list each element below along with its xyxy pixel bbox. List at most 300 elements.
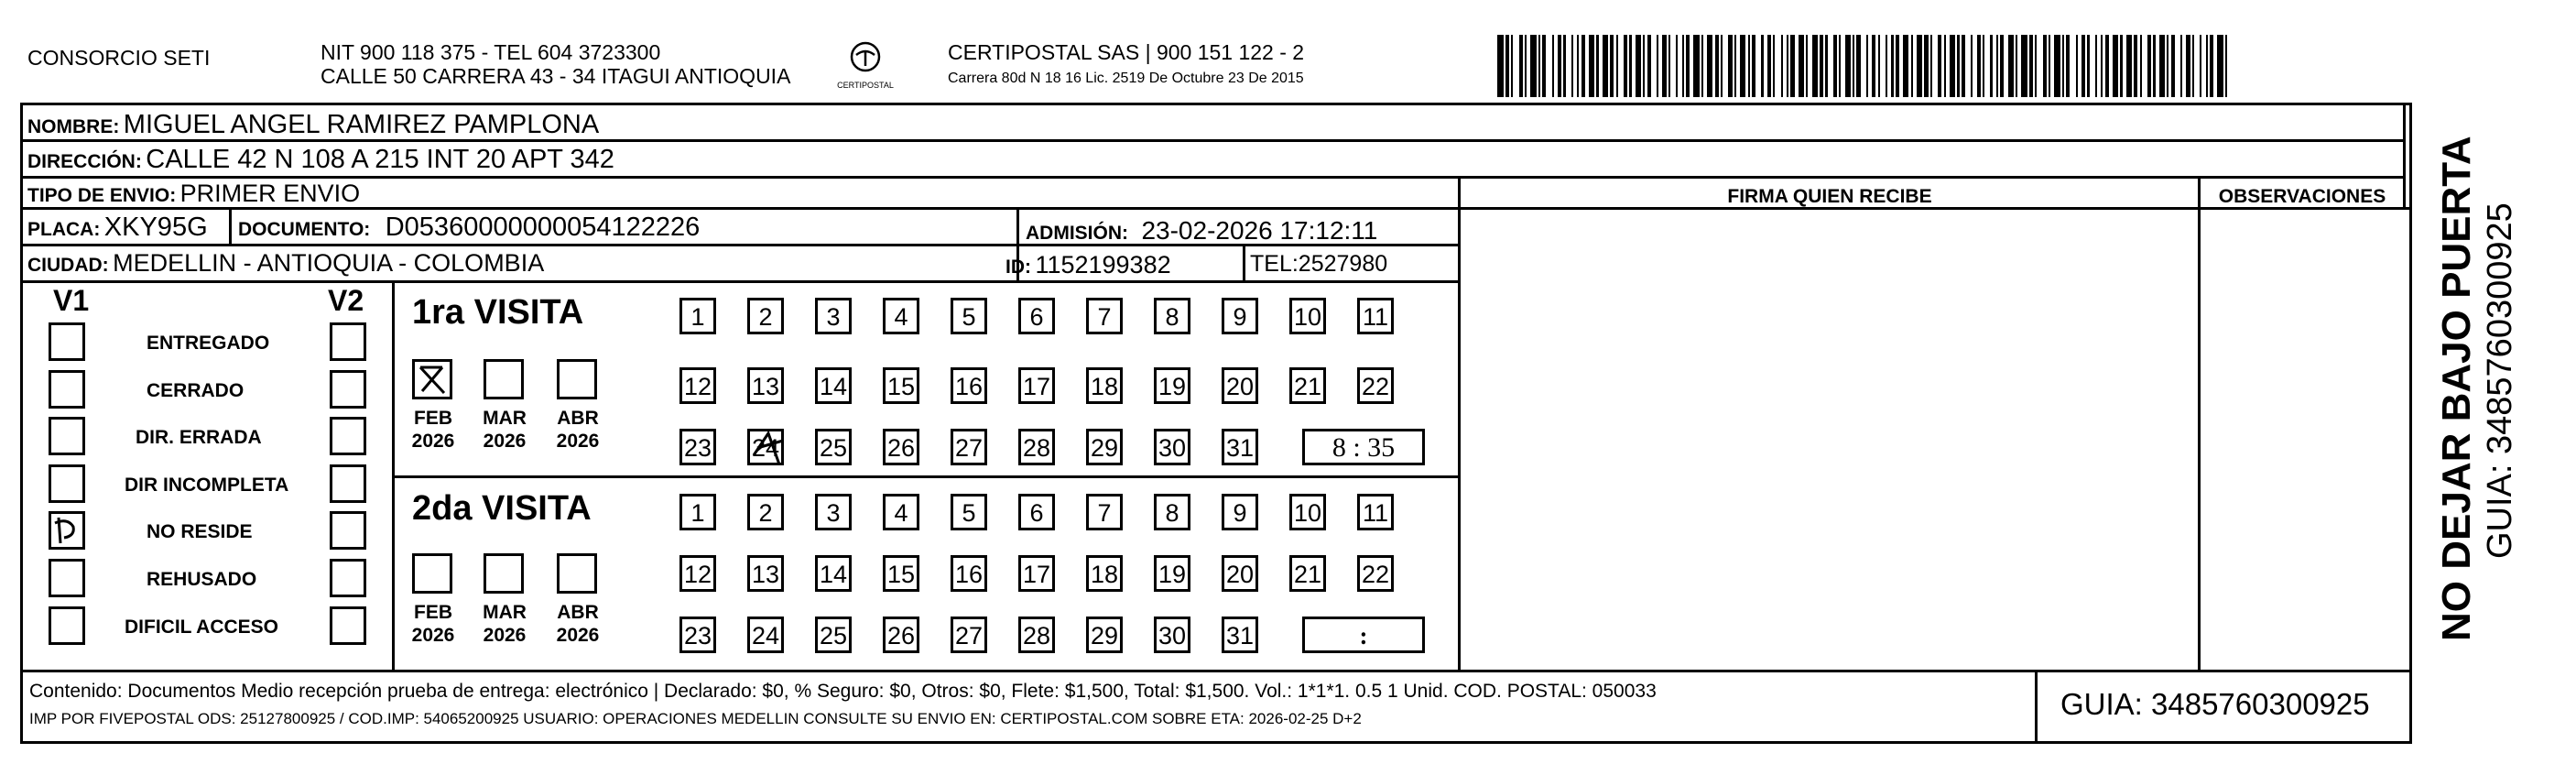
month-label: ABR [557, 408, 599, 429]
v2-checkbox[interactable] [330, 559, 366, 597]
day-number: 8 [1165, 303, 1179, 331]
day-number: 28 [1022, 622, 1051, 649]
tipo-label: TIPO DE ENVIO: [27, 185, 177, 206]
v2-checkbox[interactable] [330, 464, 366, 503]
barcode-bar [1891, 35, 1894, 97]
divider [2198, 176, 2201, 671]
barcode-bar [1806, 35, 1808, 97]
v1-checkbox[interactable] [49, 559, 85, 597]
divider [20, 176, 2403, 179]
placa-value: XKY95G [103, 213, 208, 242]
second-visit-day[interactable] [951, 555, 987, 592]
barcode-bar [1497, 35, 1504, 97]
day-number: 22 [1361, 373, 1390, 400]
barcode-bar [2217, 35, 2223, 97]
second-visit-month-checkbox[interactable] [557, 553, 597, 594]
side-guia: GUIA: 3485760300925 [2481, 202, 2519, 559]
observaciones-header: OBSERVACIONES [2218, 186, 2386, 207]
ciudad-label: CIUDAD: [27, 255, 109, 276]
barcode-bar [1839, 35, 1841, 97]
second-visit-day[interactable] [1222, 494, 1258, 530]
license-line: Carrera 80d N 18 16 Lic. 2519 De Octubre 23 De 2015 [948, 71, 1304, 86]
second-visit-day[interactable] [815, 555, 852, 592]
first-visit-day[interactable] [1357, 367, 1394, 404]
day-number: 11 [1362, 303, 1389, 331]
barcode-bar [1767, 35, 1771, 97]
second-visit-day[interactable] [1357, 494, 1394, 530]
barcode-bar [1647, 35, 1651, 97]
barcode-bar [1668, 35, 1670, 97]
barcode-bar [1693, 35, 1700, 97]
year-label: 2026 [556, 431, 600, 452]
barcode-bar [1571, 35, 1573, 97]
barcode-bar [1721, 35, 1723, 97]
company-nit: NIT 900 118 375 - TEL 604 3723300 [321, 40, 661, 64]
divider [2035, 670, 2038, 744]
signature-area[interactable] [1462, 280, 2198, 670]
barcode-bar [1957, 35, 1960, 97]
day-check-mark [748, 428, 788, 476]
day-number: 4 [894, 499, 908, 527]
second-visit-day[interactable] [747, 617, 784, 653]
barcode-bar [1790, 35, 1795, 97]
month-label: ABR [557, 602, 599, 623]
barcode-bar [2029, 35, 2033, 97]
day-number: 21 [1293, 561, 1322, 588]
v1-checkbox[interactable] [49, 464, 85, 503]
barcode-bar [1799, 35, 1804, 97]
first-visit-day[interactable] [951, 429, 987, 465]
divider [20, 670, 2412, 672]
day-number: 23 [683, 434, 712, 462]
day-number: 25 [819, 622, 848, 649]
day-number: 14 [819, 561, 848, 588]
second-visit-time[interactable]: : [1302, 617, 1425, 653]
barcode-bar [1525, 35, 1527, 97]
ciudad-value: MEDELLIN - ANTIOQUIA - COLOMBIA [113, 249, 545, 277]
divider [229, 207, 232, 244]
day-number: 12 [683, 561, 712, 588]
first-visit-day[interactable] [1018, 298, 1055, 334]
barcode-bar [1903, 35, 1908, 97]
divider [20, 139, 2403, 142]
barcode-bar [2210, 35, 2213, 97]
day-number: 26 [886, 622, 916, 649]
barcode-bar [1748, 35, 1750, 97]
barcode-bar [2095, 35, 2097, 97]
footer-content: Contenido: Documentos Medio recepción prueba de entrega: electrónico | Declarado: $0, % Seguro: $0, Otros: $0, Flete: $1,500, Total: $1,500. Vol.: 1*1*1. 0.5 1 Unid. COD. POSTAL: 050033 [29, 681, 1657, 702]
barcode-bar [1977, 35, 1981, 97]
second-visit-day[interactable] [1357, 555, 1394, 592]
second-visit-day[interactable] [815, 617, 852, 653]
day-number: 7 [1097, 499, 1112, 527]
status-label: DIFICIL ACCESO [125, 617, 279, 638]
day-number: 9 [1233, 499, 1247, 527]
first-visit-title: 1ra VISITA [412, 293, 584, 332]
certipostal-logo [829, 37, 902, 93]
day-number: 30 [1158, 434, 1187, 462]
barcode-bar [1825, 35, 1828, 97]
barcode-bar [1686, 35, 1690, 97]
barcode-bar [1911, 35, 1913, 97]
footer-guia: GUIA: 3485760300925 [2060, 687, 2370, 721]
first-visit-day[interactable] [1222, 298, 1258, 334]
barcode-bar [2180, 35, 2182, 97]
barcode-bar [1938, 35, 1941, 97]
second-visit-day[interactable] [1018, 494, 1055, 530]
first-visit-day[interactable] [815, 367, 852, 404]
ciudad-row [27, 251, 544, 276]
barcode-bar [1662, 35, 1667, 97]
month-label: MAR [483, 602, 527, 623]
barcode-bar [1636, 35, 1641, 97]
status-label: REHUSADO [147, 569, 257, 590]
barcode-bar [1833, 35, 1837, 97]
barcode-bar [1629, 35, 1632, 97]
day-number: 19 [1158, 561, 1187, 588]
tipo-value: PRIMER ENVIO [179, 180, 361, 207]
barcode-bar [1542, 35, 1546, 97]
barcode-bar [1773, 35, 1775, 97]
barcode-bar [2126, 35, 2132, 97]
barcode-bar [1715, 35, 1719, 97]
barcode-bar [1853, 35, 1854, 97]
day-number: 24 [751, 434, 780, 462]
second-visit-day[interactable] [747, 555, 784, 592]
barcode-bar [2140, 35, 2142, 97]
barcode-bar [1944, 35, 1946, 97]
day-number: 12 [683, 373, 712, 400]
first-visit-month-checkbox[interactable] [484, 359, 524, 399]
barcode-bar [1676, 35, 1678, 97]
first-visit-month-checkbox[interactable] [557, 359, 597, 399]
second-visit-day[interactable] [679, 617, 716, 653]
nombre-row [27, 112, 599, 138]
second-visit-day[interactable] [1086, 494, 1123, 530]
second-visit-day[interactable] [679, 555, 716, 592]
observations-area[interactable] [2201, 211, 2403, 669]
barcode-bar [1657, 35, 1658, 97]
tipo-row [27, 181, 360, 206]
second-visit-day[interactable] [1289, 494, 1326, 530]
day-number: 5 [962, 303, 976, 331]
barcode-bar [1589, 35, 1594, 97]
placa-row [27, 214, 208, 241]
first-visit-day[interactable] [679, 429, 716, 465]
company-name: CONSORCIO SETI [27, 46, 211, 70]
barcode-bar [2147, 35, 2151, 97]
barcode-bar [2153, 35, 2156, 97]
nombre-label: NOMBRE: [27, 116, 120, 137]
v2-checkbox[interactable] [330, 511, 366, 550]
first-visit-day[interactable] [1154, 367, 1190, 404]
first-visit-day[interactable] [1289, 298, 1326, 334]
barcode-bar [1781, 35, 1783, 97]
barcode-bar [1643, 35, 1645, 97]
first-visit-day[interactable] [951, 298, 987, 334]
day-number: 3 [826, 499, 841, 527]
barcode-bar [2101, 35, 2103, 97]
barcode [1497, 35, 2230, 97]
barcode-bar [1917, 35, 1922, 97]
day-number: 16 [954, 561, 984, 588]
day-number: 24 [751, 622, 780, 649]
barcode-bar [1707, 35, 1712, 97]
barcode-bar [1787, 35, 1788, 97]
v1-checkbox[interactable] [49, 322, 85, 361]
barcode-bar [1812, 35, 1818, 97]
barcode-bar [1752, 35, 1755, 97]
placa-label: PLACA: [27, 219, 101, 240]
first-visit-day[interactable] [1018, 429, 1055, 465]
barcode-bar [2113, 35, 2118, 97]
divider [392, 475, 1458, 478]
barcode-bar [1616, 35, 1618, 97]
day-number: 1 [690, 303, 705, 331]
barcode-bar [1563, 35, 1566, 97]
barcode-bar [1552, 35, 1554, 97]
day-number: 31 [1225, 622, 1255, 649]
second-visit-day[interactable] [883, 494, 919, 530]
second-visit-day[interactable] [1222, 617, 1258, 653]
id-row [1005, 253, 1171, 278]
second-visit-day[interactable] [1154, 617, 1190, 653]
month-label: MAR [483, 408, 527, 429]
barcode-bar [1610, 35, 1614, 97]
documento-label: DOCUMENTO: [238, 219, 371, 240]
first-visit-day[interactable] [1154, 298, 1190, 334]
barcode-bar [1924, 35, 1929, 97]
v1-checkbox[interactable] [49, 417, 85, 455]
second-visit-day[interactable] [1018, 555, 1055, 592]
barcode-bar [1596, 35, 1599, 97]
documento-value: D05360000000054122226 [385, 213, 701, 242]
barcode-bar [2043, 35, 2047, 97]
divider [1458, 176, 1461, 671]
year-label: 2026 [411, 625, 455, 646]
barcode-bar [1866, 35, 1868, 97]
second-visit-day[interactable] [1154, 555, 1190, 592]
day-number: 17 [1022, 373, 1051, 400]
status-label: ENTREGADO [147, 333, 270, 354]
barcode-bar [1971, 35, 1973, 97]
barcode-bar [1538, 35, 1540, 97]
first-visit-day[interactable] [883, 367, 919, 404]
divider [2403, 103, 2406, 207]
day-number: 8 [1165, 499, 1179, 527]
v2-header: V2 [328, 284, 364, 317]
first-visit-day[interactable] [1086, 367, 1123, 404]
barcode-bar [1511, 35, 1513, 97]
barcode-bar [1990, 35, 1993, 97]
barcode-bar [2167, 35, 2168, 97]
month-label: FEB [414, 602, 452, 623]
carrier-line: CERTIPOSTAL SAS | 900 151 122 - 2 [948, 40, 1305, 64]
day-number: 4 [894, 303, 908, 331]
admision-row [1026, 218, 1377, 244]
barcode-bar [1820, 35, 1823, 97]
direccion-value: CALLE 42 N 108 A 215 INT 20 APT 342 [146, 145, 614, 174]
nombre-value: MIGUEL ANGEL RAMIREZ PAMPLONA [123, 110, 600, 139]
logo-caption: CERTIPOSTAL [837, 81, 894, 90]
footer-print-info: IMP POR FIVEPOSTAL ODS: 25127800925 / COD.IMP: 54065200925 USUARIO: OPERACIONES MEDELLIN CONSULTE SU ENVIO EN: CERTIPOSTAL.COM SOBRE ETA: 2026-02-25 D+2 [29, 710, 1362, 727]
v2-checkbox[interactable] [330, 322, 366, 361]
barcode-bar [2021, 35, 2027, 97]
v2-checkbox[interactable] [330, 606, 366, 645]
first-visit-day[interactable] [1086, 429, 1123, 465]
second-visit-day[interactable] [883, 617, 919, 653]
second-visit-day[interactable] [1086, 617, 1123, 653]
barcode-bar [2062, 35, 2064, 97]
barcode-bar [2159, 35, 2165, 97]
first-visit-day[interactable] [747, 429, 784, 465]
barcode-bar [1682, 35, 1684, 97]
barcode-bar [1505, 35, 1509, 97]
first-visit-day[interactable] [1154, 429, 1190, 465]
barcode-bar [2087, 35, 2090, 97]
second-visit-day[interactable] [1222, 555, 1258, 592]
admision-label: ADMISIÓN: [1026, 223, 1128, 244]
day-number: 13 [751, 561, 780, 588]
barcode-bar [2076, 35, 2078, 97]
barcode-bar [2206, 35, 2208, 97]
first-visit-day[interactable] [1289, 367, 1326, 404]
day-number: 6 [1029, 499, 1044, 527]
status-label: NO RESIDE [147, 521, 253, 542]
day-number: 20 [1225, 561, 1255, 588]
day-number: 30 [1158, 622, 1187, 649]
first-visit-month-checkbox[interactable] [412, 359, 452, 399]
barcode-bar [1896, 35, 1899, 97]
barcode-bar [2008, 35, 2014, 97]
barcode-bar [1581, 35, 1585, 97]
first-visit-time[interactable]: 8 : 35 [1302, 429, 1425, 465]
day-number: 10 [1293, 499, 1322, 527]
second-visit-title: 2da VISITA [412, 489, 592, 528]
first-visit-day[interactable] [883, 429, 919, 465]
second-visit-day[interactable] [1086, 555, 1123, 592]
second-visit-day[interactable] [1018, 617, 1055, 653]
second-visit-day[interactable] [883, 555, 919, 592]
barcode-bar [1530, 35, 1537, 97]
v2-checkbox[interactable] [330, 417, 366, 455]
second-visit-month-checkbox[interactable] [484, 553, 524, 594]
barcode-bar [1734, 35, 1736, 97]
id-label: ID: [1005, 256, 1031, 278]
side-warning: NO DEJAR BAJO PUERTA [2434, 136, 2479, 641]
day-number: 14 [819, 373, 848, 400]
second-visit-day[interactable] [747, 494, 784, 530]
day-number: 9 [1233, 303, 1247, 331]
barcode-bar [1701, 35, 1703, 97]
v1-checkbox[interactable] [49, 511, 85, 550]
barcode-bar [1996, 35, 1998, 97]
barcode-bar [2000, 35, 2004, 97]
day-number: 27 [954, 622, 984, 649]
day-number: 13 [751, 373, 780, 400]
barcode-bar [1624, 35, 1627, 97]
second-visit-day[interactable] [815, 494, 852, 530]
v1-checkbox[interactable] [49, 370, 85, 409]
v1-header: V1 [53, 284, 90, 317]
first-visit-day[interactable] [883, 298, 919, 334]
day-number: 21 [1293, 373, 1322, 400]
day-number: 1 [690, 499, 705, 527]
first-visit-day[interactable] [815, 429, 852, 465]
day-number: 25 [819, 434, 848, 462]
first-visit-day[interactable] [1018, 367, 1055, 404]
first-visit-day[interactable] [815, 298, 852, 334]
first-visit-day[interactable] [747, 367, 784, 404]
barcode-bar [2192, 35, 2194, 97]
first-visit-day[interactable] [679, 298, 716, 334]
day-number: 15 [886, 561, 916, 588]
day-number: 15 [886, 373, 916, 400]
day-number: 23 [683, 622, 712, 649]
first-visit-day[interactable] [1222, 429, 1258, 465]
barcode-bar [2016, 35, 2017, 97]
first-visit-day[interactable] [747, 298, 784, 334]
status-label: DIR. ERRADA [136, 427, 262, 448]
day-number: 7 [1097, 303, 1112, 331]
barcode-bar [2054, 35, 2060, 97]
day-number: 19 [1158, 373, 1187, 400]
first-visit-day[interactable] [1357, 298, 1394, 334]
first-visit-day[interactable] [679, 367, 716, 404]
barcode-bar [1872, 35, 1875, 97]
day-number: 18 [1090, 561, 1119, 588]
day-number: 27 [954, 434, 984, 462]
day-number: 10 [1293, 303, 1322, 331]
barcode-bar [2081, 35, 2085, 97]
barcode-bar [1761, 35, 1764, 97]
first-visit-day[interactable] [951, 367, 987, 404]
barcode-bar [2171, 35, 2175, 97]
day-number: 5 [962, 499, 976, 527]
second-visit-day[interactable] [679, 494, 716, 530]
second-visit-day[interactable] [1154, 494, 1190, 530]
day-number: 29 [1090, 434, 1119, 462]
barcode-bar [1603, 35, 1608, 97]
divider [1243, 244, 1245, 280]
first-visit-day[interactable] [1086, 298, 1123, 334]
barcode-bar [1740, 35, 1745, 97]
barcode-bar [1728, 35, 1733, 97]
barcode-bar [2200, 35, 2201, 97]
day-number: 16 [954, 373, 984, 400]
barcode-bar [2120, 35, 2123, 97]
barcode-bar [2035, 35, 2037, 97]
barcode-bar [1519, 35, 1523, 97]
v1-checkbox[interactable] [49, 606, 85, 645]
v2-checkbox[interactable] [330, 370, 366, 409]
second-visit-month-checkbox[interactable] [412, 553, 452, 594]
day-number: 6 [1029, 303, 1044, 331]
barcode-bar [1983, 35, 1984, 97]
status-label: CERRADO [147, 380, 245, 401]
barcode-bar [1950, 35, 1955, 97]
second-visit-day[interactable] [1289, 555, 1326, 592]
barcode-bar [1886, 35, 1887, 97]
second-visit-day[interactable] [951, 617, 987, 653]
divider [20, 280, 1458, 283]
barcode-bar [1856, 35, 1861, 97]
barcode-bar [1558, 35, 1561, 97]
first-visit-day[interactable] [1222, 367, 1258, 404]
direccion-label: DIRECCIÓN: [27, 151, 142, 172]
second-visit-day[interactable] [951, 494, 987, 530]
year-label: 2026 [411, 431, 455, 452]
